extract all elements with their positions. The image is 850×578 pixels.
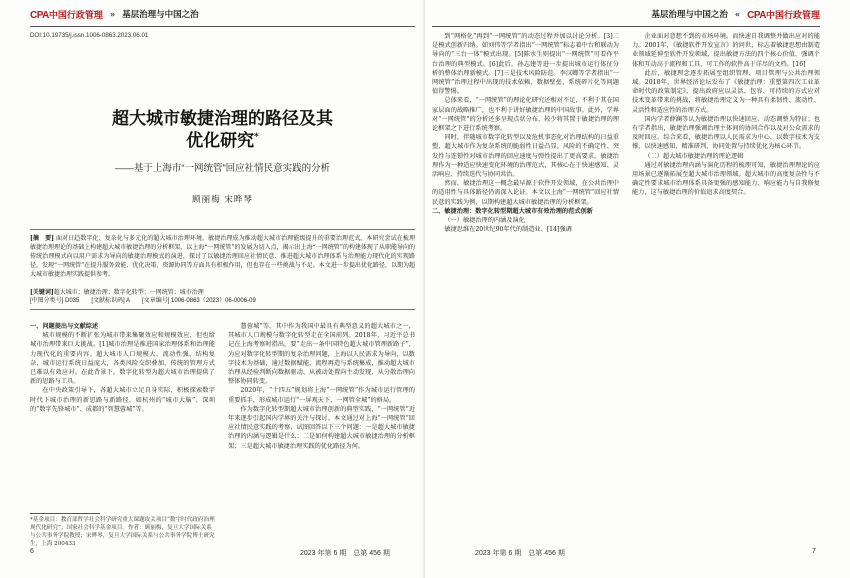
header-separator: « — [734, 10, 741, 20]
body-paragraph: 国内学者薛澜等认为敏捷治理以快速回应、动态调整为特征；也有学者指出，敏捷治理强调治理主体间的协同合作以及对公众需求的及时回应。综合来看，敏捷治理以人民需求为中心，以数字技术为支撑，以快速感知、精准研判、协同处置与持续优化为核心环节。 — [632, 115, 820, 151]
journal-logo: CPA中国行政管理 — [747, 10, 820, 21]
footnote-rule — [30, 513, 100, 514]
left-page-number: 6 — [30, 548, 34, 555]
body-paragraph: 此后，敏捷理念逐步拓展至组织管理、项目管理与公共治理领域。2018年，世界经济论坛发布了《敏捷治理：重塑第四次工业革命时代的政策制定》，提出政府应以灵活、包容、可持续的方式应对技术变革带来的挑战，将敏捷治理定义为一种具有柔韧性、流动性、灵活性和适应性的治理方式。 — [632, 69, 820, 114]
abstract-block — [30, 229, 415, 310]
right-page — [425, 0, 850, 578]
article-title-line2: 优化研究* — [186, 131, 259, 151]
left-running-header — [30, 8, 415, 24]
body-paragraph: 然而，敏捷治理这一概念最早源于软件开发领域，在公共治理中的适用性与具体路径仍需深入论证。本文以上海“一网统管”回应社情民意的实践为例，以期构建超大城市敏捷治理的分析框架。 — [432, 180, 619, 206]
funding-footnote: *基金项目：教育部哲学社会科学研究重大课题攻关项目“数字时代政府治理现代化研究”；国家社会科学基金项目。作者：顾丽梅，复旦大学国际关系与公共事务学院教授；宋晔琴，复旦大学国际关系与公共事务学院博士研究生，上海 200433 — [30, 517, 215, 546]
body-paragraph: 在中央政策引导下，各超大城市立足自身实际，积极探索数字时代下城市治理的新思路与新路径，如杭州的“城市大脑”、深圳的“数字先锋城市”、成都的“智慧蓉城”等。 — [30, 387, 215, 413]
left-column-2 — [228, 322, 415, 546]
subsection-heading: （二）超大城市敏捷治理的理论逻辑 — [644, 152, 744, 160]
body-paragraph: 总体来看，“一网统管”的理论化研究还相对不足，不利于其在国家层面的战略推广，也不利于讲好敏捷治理的中国故事。此外，学界对“一网统管”的分析还多呈现点状分布，较少将其置于敏捷治理的理论框架之下进行系统考察。 — [432, 97, 619, 133]
subsection-heading: （一）敏捷治理的内涵及演化 — [444, 217, 525, 225]
right-issue-info: 2023 年第 6 期 总第 456 期 — [475, 550, 565, 557]
body-paragraph: 慧蓉城”等。其中作为我国中最具有典型意义的超大城市之一，其城市人口规模与数字化转型走在全国前列。2018年，习近平总书记在上海考察时指出，要“走出一条中国特色超大城市管理新路子”，为应对数字化转型期的复杂治理问题，上海以人民需求为导向，以数字技术为基础，通过数据赋能、流程再造与系统集成，推动超大城市治理从经验判断向数据驱动、从被动处置向主动发现、从分散治理向整体协同转变。 — [228, 323, 415, 386]
abstract-text: [摘 要] 面对日趋数字化、复杂化与多元化的超大城市治理环境，敏捷治理成为推动超大城市治理能级提升的重要治理范式。本研究尝试在梳理敏捷治理理论的基础上构建超大城市敏捷治理的分析框架，以上海“一网统管”的发展为切入点，揭示出上海“一网统管”的构建体现了从职能导向的传统治理模式向以用户需求为导向的敏捷治理模式的演进，探讨了以敏捷治理回应社情民意、推进超大城市治理体系与治理能力现代化的实现路径，发现“一网统管”在提升服务效能、优化决策、资源协同等方面具有积极作用，但也存在一些挑战与不足。本文进一步提出优化路径，以期为超大城市敏捷治理实践提供参考。 — [30, 235, 415, 278]
body-paragraph: 到“网格化”再到“一网统管”的动态过程并加以讨论分析。[3]二是模式创新归纳。如刘伟等学者指出“一网统管”标志着中台和联动为导向的“三台一体”模式出现。[5]陈水生则提出“一网统管”可看作平台治理的典型模式。[6]此后，孙志建等进一步提出城市运行体征分析的整体治理新模式。[7]三是技术风险防范。李汉卿等学者指出“一网统管”治理过程中出现的技术依赖、数据壁垒、系统碎片化等问题值得警惕。 — [432, 33, 619, 96]
left-header-rule — [30, 26, 415, 27]
left-column-1 — [30, 322, 215, 512]
body-paragraph: 通过对敏捷治理内涵与演化历程的梳理可知，敏捷治理理论的应用场景已逐渐拓展至超大城市治理领域。超大城市的高度复杂性与不确定性要求城市治理体系具备更强的感知能力、响应能力与自我修复能力，这与敏捷治理的价值追求高度契合。 — [632, 161, 820, 197]
left-issue-info: 2023 年第 6 期 总第 456 期 — [300, 550, 390, 557]
article-title-line1: 超大城市敏捷治理的路径及其 — [112, 109, 333, 129]
right-column-1 — [432, 32, 619, 546]
right-running-header — [432, 8, 820, 24]
article-authors: 顾丽梅 宋晔琴 — [192, 195, 253, 205]
title-footnote-mark: * — [254, 132, 259, 143]
section-heading: 二、敏捷治理：数字化转型期超大城市有效治理的范式创新 — [432, 207, 593, 215]
body-paragraph: 作为数字化转型期超大城市治理创新的典型实践，“一网统管”近年来逐步引起国内学界的关注与探讨。本文通过对上海“一网统管”回应社情民意实践的考察，试图回答以下三个问题：一是超大城市敏捷治理的内涵与逻辑是什么；二是如何构建超大城市敏捷治理的分析框架；三是超大城市敏捷治理实践的优化路径为何。 — [228, 405, 415, 450]
right-header-rule — [432, 26, 820, 27]
header-separator: » — [109, 10, 116, 20]
keywords-line: [关键词]超大城市；敏捷治理；数字化转型；一网统管；城市治理 — [30, 289, 204, 296]
body-paragraph: 企业面对意想不到的市场环境，而快速自我调整并做出应对的能力。2001年，《敏捷软件开发宣言》的问世，标志着敏捷思想由制造业领域延伸至软件开发领域，提出敏捷方法的四个核心价值，强调个体和互动高于流程和工具、可工作的软件高于详尽的文档。[16] — [632, 33, 820, 68]
section-heading: 一、问题提出与文献综述 — [30, 323, 99, 330]
article-subtitle: ——基于上海市“一网统管”回应社情民意实践的分析 — [114, 163, 331, 174]
body-paragraph: 敏捷思维在20世纪90年代的制造业、[14]强调 — [444, 226, 572, 234]
right-header-title: 基层治理与中国之治 — [651, 10, 728, 20]
classification-line: [中图分类号] D035 [文献标识码] A [文章编号] 1006-0863（2023）06-0006-09 — [30, 298, 256, 304]
right-column-2 — [632, 32, 820, 546]
journal-logo: CPA中国行政管理 — [30, 10, 103, 21]
body-paragraph: 城市规模的不断扩张为城市带来集聚效应和规模效应，但也给城市治理带来巨大挑战。[1]城市治理是推进国家治理体系和治理能力现代化的重要内容。超大城市人口规模大、流动性强、结构复杂，城市运行系统日益庞大，各类风险交织叠加，传统的管理方式已难以有效应对。在此背景下，数字化转型为超大城市治理提供了新的思路与工具。 — [30, 332, 215, 386]
right-page-number: 7 — [812, 548, 816, 555]
body-paragraph: 同时，伴随城市数字化转型以及危机事态化对治理结构的日益重塑，超大城市作为复杂系统的脆弱性日益凸显。风险的不确定性、突发性与连锁性对城市治理的回应速度与弹性提出了更高要求。敏捷治理作为一种适应快速变化环境的治理范式，其核心在于快速感知、灵活响应、持续迭代与协同共治。 — [432, 134, 619, 179]
doi-line: DOI:10.19735/j.issn.1006-0863.2023.06.01 — [30, 32, 149, 39]
body-paragraph: 2020年，“十四五”规划将上海“一网统管”作为城市运行管理的重要抓手，形成城市运行“一屏观天下、一网管全城”的格局。 — [228, 387, 415, 404]
left-header-title: 基层治理与中国之治 — [122, 10, 199, 20]
